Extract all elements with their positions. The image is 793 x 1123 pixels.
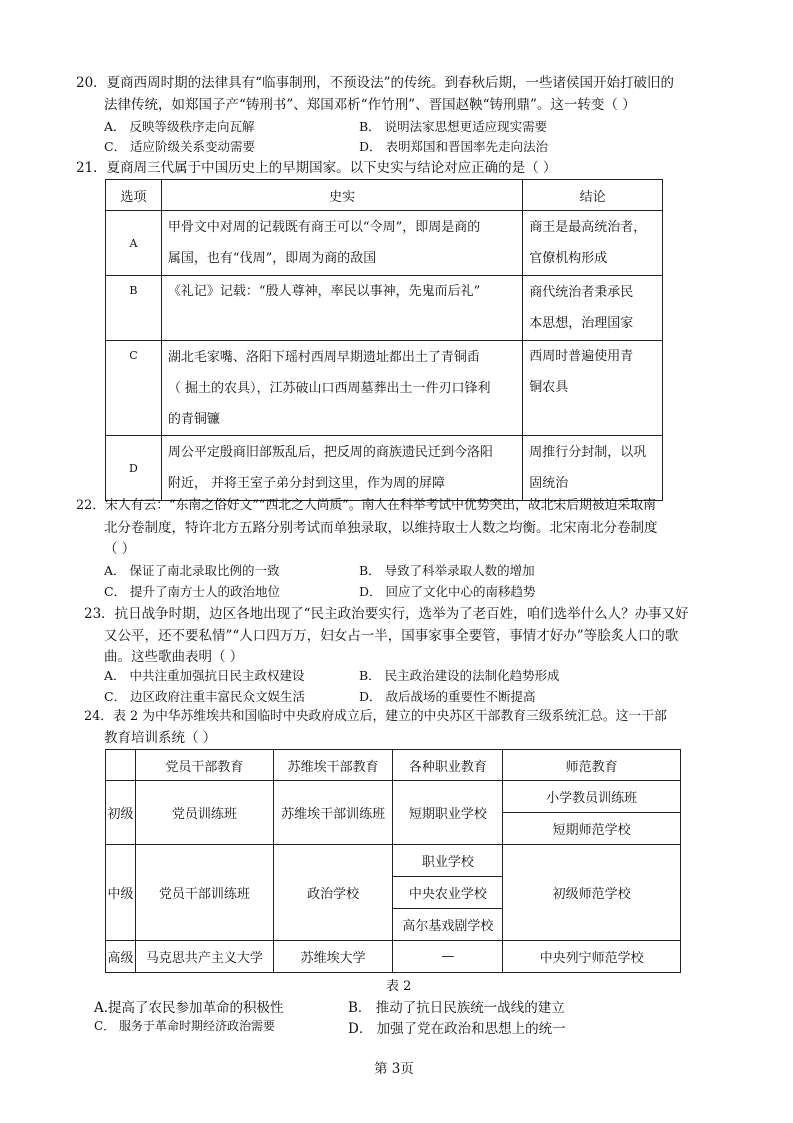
- q20-stem-line-1: 20．夏商西周时期的法律具有“临事制刑，不预设法”的传统。到春秋后期，一些诸侯国开始打破旧的: [76, 75, 674, 91]
- q24-primary-soviet: 苏维埃干部训练班: [273, 781, 393, 845]
- q24-stem-line-1: 24．表 2 为中华苏维埃共和国临时中央政府成立后，建立的中央苏区干部教育三级系统汇总。这一干部: [84, 709, 667, 724]
- q21-table: [105, 179, 663, 501]
- q21-row-a-fact-line: 属国，也有“伐周”，即周为商的敌国: [167, 251, 377, 266]
- q24-primary-party: 党员训练班: [135, 781, 273, 845]
- q20-option-b: B． 说明法家思想更适应现实需要: [359, 119, 548, 134]
- q24-primary-normal-2: 短期师范学校: [503, 813, 681, 845]
- q21-header-option: 选项: [106, 180, 162, 211]
- table-row: [106, 276, 663, 341]
- q23-option-d: D． 敌后战场的重要性不断提高: [359, 689, 536, 704]
- q21-row-c-conclusion-line: 铜农具: [529, 380, 569, 395]
- q24-table: [105, 749, 681, 973]
- q21-row-d-conclusion: [523, 436, 663, 501]
- q24-option-a: A.提高了农民参加革命的积极性: [94, 1000, 284, 1016]
- page-number: 第 3页: [374, 1061, 414, 1077]
- q24-level-middle: 中级: [106, 845, 136, 941]
- q22-stem-line-1: 22．宋人有云：“东南之俗好文”“西北之人尚质”。南人在科举考试中优势突出，故北宋后期被迫采取南: [76, 498, 656, 513]
- q21-header-conclusion: 结论: [523, 180, 663, 211]
- table-row: [106, 941, 681, 973]
- q24-primary-normal-1: 小学教员训练班: [503, 781, 681, 813]
- q21-row-c-fact-line: 湖北毛家嘴、洛阳下瑶村西周早期遗址都出土了青铜臿: [167, 349, 480, 365]
- q21-row-a-conclusion-line: 商王是最高统治者，: [529, 220, 647, 235]
- q22-option-c: C． 提升了南方士人的政治地位: [104, 584, 281, 599]
- q21-row-b-fact: [161, 276, 522, 341]
- q23-option-c: C． 边区政府注重丰富民众文娱生活: [104, 689, 306, 704]
- q24-level-senior: 高级: [106, 941, 136, 973]
- q21-row-b-conclusion-line: 本思想，治理国家: [529, 316, 634, 331]
- q21-row-b-fact-line: 《礼记》记载：“殷人尊神，率民以事神，先鬼而后礼”: [167, 284, 481, 299]
- q23-option-a: A． 中共注重加强抗日民主政权建设: [104, 668, 305, 683]
- q21-row-c-fact-line: （ 掘土的农具），江苏破山口西周墓葬出土一件刃口锋利: [167, 380, 491, 396]
- q21-row-a-conclusion: [523, 211, 663, 276]
- q21-row-c-conclusion-line: 西周时普遍使用青: [529, 349, 634, 364]
- q24-middle-party: 党员干部训练班: [135, 845, 273, 941]
- q24-senior-normal: 中央列宁师范学校: [503, 941, 681, 973]
- q24-option-c: C． 服务于革命时期经济政治需要: [94, 1019, 275, 1033]
- q21-row-c-conclusion: [523, 341, 663, 436]
- q24-middle-vocational-1: 职业学校: [393, 845, 503, 877]
- q23-stem-line-1: 23．抗日战争时期，边区各地出现了“民主政治要实行，选举为了老百姓，咱们选举什么人？办事又好: [84, 606, 689, 622]
- q21-row-b-conclusion-line: 商代统治者秉承民: [529, 285, 634, 300]
- q22-stem-line-3: （ ）: [104, 541, 136, 557]
- q21-row-a-option: A: [106, 211, 162, 276]
- q21-table-header-row: [106, 180, 663, 211]
- q24-middle-normal: 初级师范学校: [503, 845, 681, 941]
- q22-option-d: D． 回应了文化中心的南移趋势: [359, 584, 536, 599]
- q21-row-c-option: C: [106, 341, 162, 436]
- q24-stem-line-2: 教育培训系统（ ）: [104, 730, 217, 746]
- q24-option-b: B． 推动了抗日民族统一战线的建立: [348, 1000, 565, 1016]
- q23-stem-line-3: 曲。这些歌曲表明（ ）: [104, 649, 244, 665]
- q24-middle-soviet: 政治学校: [273, 845, 393, 941]
- q24-level-primary: 初级: [106, 781, 136, 845]
- q20-option-c: C． 适应阶级关系变动需要: [104, 139, 256, 154]
- q21-row-d-conclusion-line: 周推行分封制，以巩: [529, 445, 647, 460]
- q24-middle-vocational-3: 高尔基戏剧学校: [393, 909, 503, 941]
- q24-senior-soviet: 苏维埃大学: [273, 941, 393, 973]
- q24-header-party: 党员干部教育: [135, 750, 273, 781]
- q21-row-a-fact-line: 甲骨文中对周的记载既有商王可以“令周”，即周是商的: [167, 220, 481, 235]
- q24-senior-vocational: —: [393, 941, 503, 973]
- q24-header-blank: [106, 750, 136, 781]
- table-row: [106, 781, 681, 813]
- q21-row-d-fact: [161, 436, 522, 501]
- q24-header-normal: 师范教育: [503, 750, 681, 781]
- q21-row-b-conclusion: [523, 276, 663, 341]
- q24-senior-party: 马克思共产主义大学: [135, 941, 273, 973]
- q21-row-d-fact-line: 附近， 并将王室子弟分封到这里，作为周的屏障: [167, 476, 446, 491]
- q24-header-vocational: 各种职业教育: [393, 750, 503, 781]
- q21-row-c-fact: [161, 341, 522, 436]
- q24-header-soviet: 苏维埃干部教育: [273, 750, 393, 781]
- q22-stem-line-2: 北分卷制度，特许北方五路分别考试而单独录取，以维持取士人数之均衡。北宋南北分卷制度: [104, 520, 658, 536]
- q22-option-a: A． 保证了南北录取比例的一致: [104, 563, 280, 578]
- q21-stem: 21．夏商周三代属于中国历史上的早期国家。以下史实与结论对应正确的是（ ）: [76, 160, 557, 176]
- table-row: [106, 211, 663, 276]
- q21-row-d-conclusion-line: 固统治: [529, 476, 569, 491]
- table-row: [106, 341, 663, 436]
- q21-row-a-fact: [161, 211, 522, 276]
- q21-header-fact: 史实: [161, 180, 522, 211]
- q24-table-header-row: [106, 750, 681, 781]
- q24-primary-vocational: 短期职业学校: [393, 781, 503, 845]
- q24-table-caption: 表 2: [386, 979, 412, 994]
- q21-row-c-fact-line: 的青铜镰: [167, 411, 220, 427]
- q24-middle-vocational-2: 中央农业学校: [393, 877, 503, 909]
- q20-option-a: A． 反映等级秩序走向瓦解: [104, 119, 255, 134]
- q21-row-a-conclusion-line: 官僚机构形成: [529, 251, 608, 266]
- q22-option-b: B． 导致了科举录取人数的增加: [359, 563, 535, 578]
- q21-row-d-option: D: [106, 436, 162, 501]
- q23-option-b: B． 民主政治建设的法制化趋势形成: [359, 668, 560, 683]
- q23-stem-line-2: 又公平，还不要私情”“人口四万万，妇女占一半，国事家事全要管，事情才好办”等脍炙人口的歌: [104, 628, 679, 644]
- q21-row-d-fact-line: 周公平定殷商旧部叛乱后，把反周的商族遗民迁到今洛阳: [167, 445, 493, 460]
- q20-stem-line-2: 法律传统，如郑国子产“铸刑书”、郑国邓析“作竹刑”、晋国赵鞅“铸刑鼎”。这一转变（ ）: [104, 97, 636, 113]
- table-row: [106, 845, 681, 877]
- q24-option-d: D． 加强了党在政治和思想上的统一: [348, 1021, 566, 1037]
- q20-option-d: D． 表明郑国和晋国率先走向法治: [359, 139, 548, 154]
- q21-row-b-option: B: [106, 276, 162, 341]
- table-row: [106, 436, 663, 501]
